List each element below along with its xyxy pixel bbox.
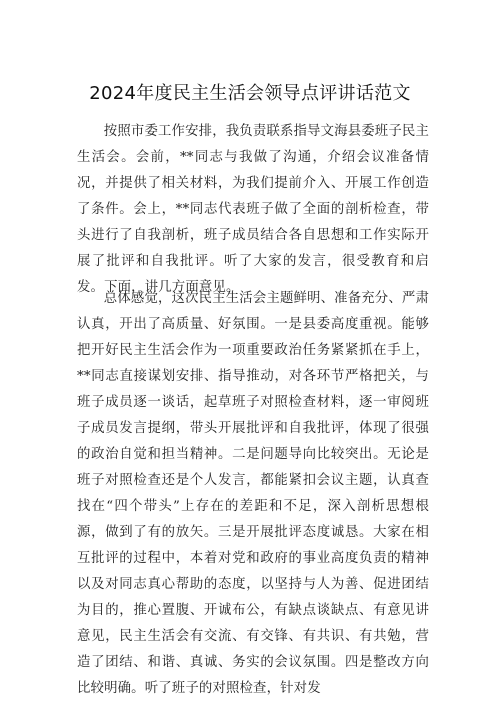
document-title: 2024年度民主生活会领导点评讲话范文 — [89, 83, 411, 104]
paragraph-2: 总体感觉，这次民主生活会主题鲜明、准备充分、严肃认真，开出了高质量、好氛围。一是县委高度重视。能够把开好民主生活会作为一项重要政治任务紧紧抓在手上，**同志直接谋划安排、指导推动，对各环节严格把关，与班子成员逐一谈话，起草班子对照检查材料，逐一审阅班子成员发言提纲，带头开展批评和自我批评，体现了很强的政治自觉和担当精神。二是问题导向比较突出。无论是班子对照检查还是个人发言，都能紧扣会议主题，认真查找在“四个带头”上存在的差距和不足，深入剖析思想根源，做到了有的放矢。三是开展批评态度诚恳。大家在相互批评的过程中，本着对党和政府的事业高度负责的精神以及对同志真心帮助的态度，以坚持与人为善、促进团结为目的，推心置腹、开诚布公，有缺点谈缺点、有意见讲意见，民主生活会有交流、有交锋、有共识、有共勉，营造了团结、和谐、真诚、务实的会议氛围。四是整改方向比较明确。听了班子的对照检查，针对发 — [77, 291, 429, 696]
paragraph-1: 按照市委工作安排，我负责联系指导文海县委班子民主生活会。会前，**同志与我做了沟通，介绍会议准备情况，并提供了相关材料，为我们提前介入、开展工作创造了条件。会上，**同志代表班子做了全面的剖析检查，带头进行了自我剖析，班子成员结合各自思想和工作实际开展了批评和自我批评。听了大家的发言，很受教育和启发。下面，讲几方面意见。 — [77, 124, 429, 295]
